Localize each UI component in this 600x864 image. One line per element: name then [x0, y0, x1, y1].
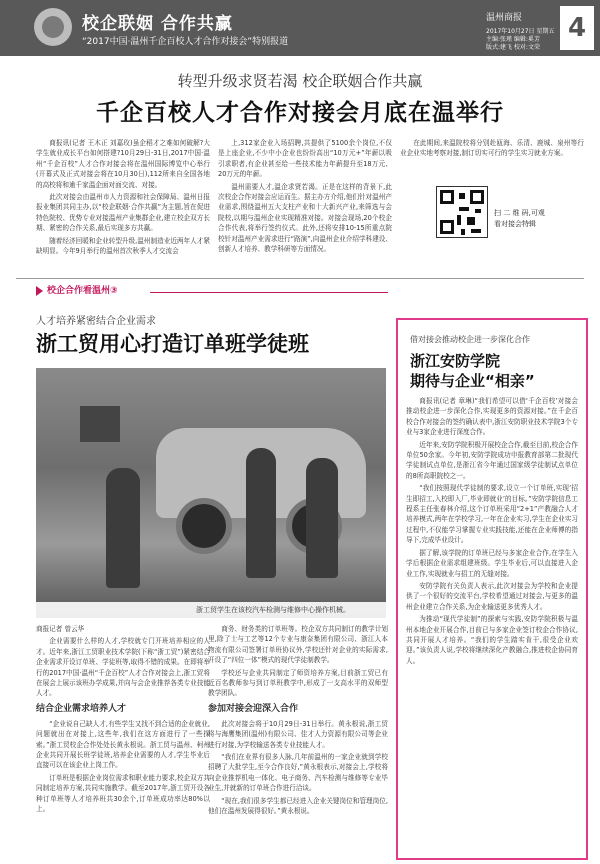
paragraph: 为推动“现代学徒制”的探索与实践,安防学院积极与温州本地企业开展合作,目前已与多家企业签订校企合作协议,共同开展人才培养。“我们的学生踏实肯干,很受企业欢迎。”该负责人说,学校将继续深化产教融合,推进校企协同育人。: [406, 615, 578, 665]
headline-title: 千企百校人才合作对接会月底在温举行: [96, 100, 504, 126]
student-figure: [246, 448, 276, 578]
section-title: 校企联姻 合作共赢: [82, 14, 233, 34]
paragraph: 随着经济回暖和企业转型升级,温州制造业近两年人才紧缺明显。今年9月举行的温州首次秋季人才交流会: [36, 236, 210, 256]
paragraph: 此次对接会由温州市人力资源和社会保障局、温州日报报业集团共同主办,以“校企联姻·合作共赢”为主题,旨在促进特色院校、优势专业对接温州产业集群企业,建立校企双方长期、紧密的合作关系,最后实现多方共赢。: [36, 193, 210, 233]
section-tab: [36, 283, 118, 296]
paragraph: 商务、财务类的订单班等。校企双方共同制订的教学计划里,除了士与工艺等12个专业与康奈集团有限公司、浙江人本物流有限公司签署订单班协议外,学校还针对企业的实际需求,开设了“四位一体”模式的现代学徒制教学。: [208, 625, 388, 665]
divider: [16, 278, 584, 279]
page-number: 4: [560, 6, 594, 50]
subheading: 结合企业需求培养人才: [36, 703, 127, 714]
paragraph: 上,312家企业入场招聘,共提供了5100余个岗位,不仅是上座企业,不少中小企业也纷纷高出“10万元+”年薪以吸引求职者,有企业甚至给一些技术能力年薪提升至18万元、20万元的年薪。: [218, 139, 392, 179]
paragraph: “我们在业界有很多人脉,几年前温州的一家企业就到学校招聘了大批学生,至今合作良好,”黄永根表示,对接会上,学校将向企业推荐机电一体化、电子商务、汽车检测与维修等专业毕业生,并就新的订单班合作进行洽谈。: [208, 753, 388, 793]
article2-column1: [36, 624, 210, 860]
paragraph: “我们按照现代学徒制的要求,设立一个订单班,实现‘招生即招工,入校即入厂,毕业即就业’的目标。”安防学院信息工程系主任张春林介绍,这个订单班采用“2+1”产教融合人才培养模式,两年在学校学习,一年在企业实习,学生在企业实习过程中,不仅能学习掌握专业实践技能,还能在企业师傅的指导下,完成毕业设计。: [406, 484, 578, 545]
paragraph: 订单班是根据企业岗位需求和职业能力要求,校企双方共同制定培养方案,共同实施教学。截至2017年,浙工贸开设各种订单班等人才培养班共30余个,订单班成功率达80%以上。: [36, 773, 210, 814]
article2-column2: [208, 624, 388, 860]
arrow-icon: [36, 286, 43, 296]
article3-title-line1: 浙江安防学院: [410, 352, 501, 370]
paragraph: 近年来,安防学院积极开展校企合作,截至目前,校企合作单位50余家。今年初,安防学院成功申报教育部第二批现代学徒制试点单位,是浙江省今年通过国家级学徒制试点单位的8所高职院校之一。: [406, 440, 578, 480]
paragraph: 企业需要什么样的人才,学校就专门开班培养相应的人才。近年来,浙江工贸职业技术学院(下称“浙工贸”)紧密结合企业需求开设订单班、学徒班等,取得不错的成果。在即将举行的2017中国·温州“千企百校”人才合作对接会上,浙工贸将在展会上展示该班办学成果,并向与会企业推荐各类专业技能人才。: [36, 637, 210, 698]
article2-title: 浙工贸用心打造订单班学徒班: [36, 332, 309, 356]
paragraph: 商报讯(记者 王木正 刘嘉玫)虽企稻才之难如何破解?大学生就业成长平台如何搭建?10月29日-31日,2017中国·温州“千企百校”人才合作对接会将在温州国际博览中心举行(开幕式及正式对接会将在10月30日),112所来自全国各地的高校将和逾千家温企面对面交流、对接。: [36, 139, 210, 189]
issue-date: 2017年10月27日 星期五: [486, 28, 555, 35]
student-figure: [106, 468, 140, 588]
editor-credits: 主编:张瑾 编辑:奚芳: [486, 36, 540, 43]
paragraph: 商报讯(记者 章琳)“我们希望可以借‘千企百校’对接会推动校企进一步深化合作,实现更多的资源对接。”在千企百校合作对接会的签约确认表中,浙江安防职业技术学院3个专业与3家企业进行深度合作。: [406, 397, 578, 437]
paragraph: “现在,我们很多学生都已经进入企业关键岗位和管理岗位,他们在温州发展得很好。”黄永根说。: [208, 796, 388, 816]
newspaper-logo-icon: [34, 8, 72, 46]
section-subtitle: “2017中国·温州千企百校人才合作对接会”特别报道: [82, 37, 289, 47]
article2-kicker: 人才培养紧密结合企业需求: [36, 316, 156, 327]
paragraph: 在此期间,来温院校将分别赴瓯海、乐清、鹿城、泉州等行业企业实地考察对接,制订切实可行的学生实习就业方案。: [400, 139, 584, 158]
qr-code-icon[interactable]: [436, 186, 488, 238]
paragraph: 安防学院有关负责人表示,此次对接会为学校和企业提供了一个很好的交流平台,学校希望通过对接会,与更多的温州企业建立合作关系,为企业输送更多优秀人才。: [406, 581, 578, 611]
paragraph: 学校还与企业共同制定了师资培养方案,目前浙工贸已有近百名教师参与到订单班教学中,形成了一支高水平的双师型教学团队。: [208, 668, 388, 698]
sign-board: [80, 406, 120, 442]
byline: 商报记者 曾云华: [36, 625, 85, 633]
paper-name: 温州商报: [486, 13, 523, 23]
student-figure: [306, 458, 338, 578]
layout-credits: 版式:建飞 校对:文荣: [486, 44, 540, 51]
article1-column1: [36, 138, 210, 276]
article1-column2: [218, 138, 392, 276]
article3-title-line2: 期待与企业“相亲”: [410, 372, 535, 390]
qr-caption: 扫 二 维 码,可观看对接会特辑: [494, 209, 545, 228]
paragraph: 此次对接会将于10月29日-31日举行。黄永根说,浙工贸将与海鹰集团(温州)有限公司、佳才人力资源有限公司等企业进行对接,为学校输送各类专业技能人才。: [208, 719, 388, 749]
sidebar-article-box: [396, 318, 588, 860]
article3-kicker: 借对接会推动校企进一步深化合作: [410, 335, 530, 344]
subheading: 参加对接会迎深入合作: [208, 703, 299, 714]
paragraph: 据了解,该学院的订单班已经与多家企业合作,在学生入学后根据企业需求组建班级。学生毕业后,可以直接进入企业工作,实现就业与招工的无缝对接。: [406, 548, 578, 578]
article1-column3: [400, 138, 584, 182]
photo-caption: 浙工贸学生在该校汽车检测与维修中心操作机械。: [36, 602, 386, 618]
workshop-photo: [36, 368, 386, 618]
section-tab-label: 校企合作看温州③: [47, 286, 118, 296]
wheel-icon: [176, 498, 232, 554]
paragraph: 温州需要人才,温企求贤若渴。正是在这样的背景下,此次校企合作对接会应运而生。据主办方介绍,他们针对温州产业需求,围绕温州五大支柱产业和十大新兴产业,来筛选与会院校,以期与温州企业实现精准对接。对接会现场,20个校企合作代表,将举行签约仪式。此外,还将安排10-15所重点院校针对温州产业需求进行“路演”,向温州企业介绍学科建设、创新人才培养、教学科研等方面情况。: [218, 182, 392, 254]
headline-kicker: 转型升级求贤若渴 校企联姻合作共赢: [177, 72, 423, 90]
page-header: [0, 0, 600, 56]
article3-body: [406, 396, 578, 854]
section-rule: [150, 292, 388, 293]
paragraph: “企业说自己缺人才,有些学生又找不到合适的企业就业,问题就出在对接上,这些年,我们在这方面进行了一些探索。”浙工贸校企合作处处长黄永根说。浙工贸与温州、柯州企业共同开展长班学徒班,培养企业需要的人才,学生毕业后直接可以在该企业上岗工作。: [36, 719, 210, 770]
